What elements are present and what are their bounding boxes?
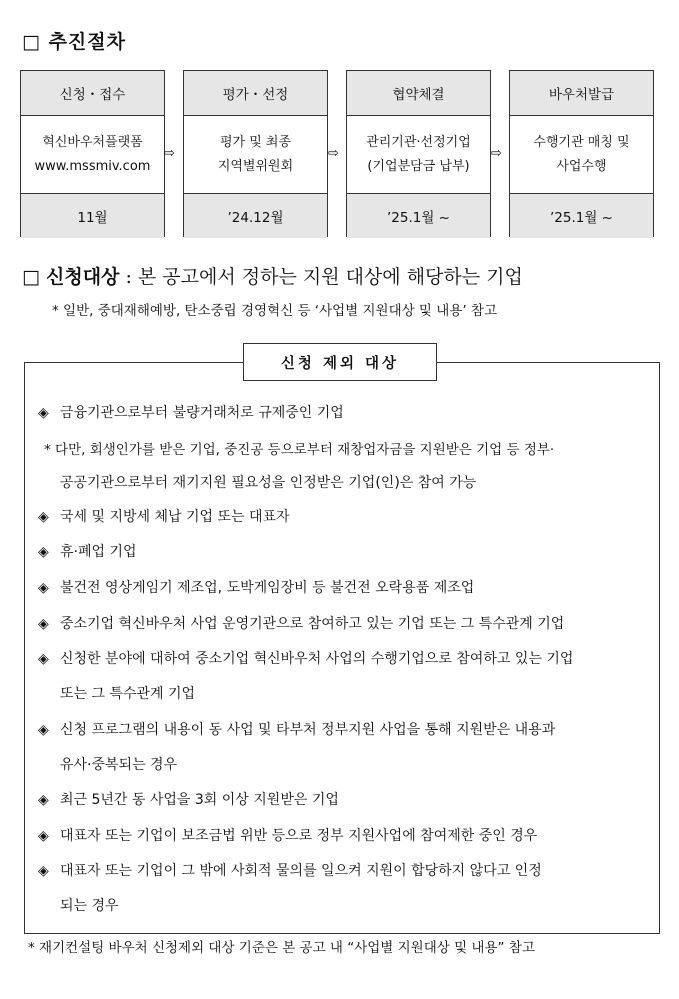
step-body-line: 수행기관 매칭 및 xyxy=(533,134,630,150)
diamond-bullet-icon: ◈ xyxy=(38,580,49,596)
exclusion-item xyxy=(38,719,555,739)
exclusion-item xyxy=(38,577,474,597)
step-head: 바우처발급 xyxy=(510,71,653,116)
diamond-bullet-icon: ◈ xyxy=(38,863,49,879)
exclusion-item-text: 최근 5년간 동 사업을 3회 이상 지원받은 기업 xyxy=(60,792,339,808)
step-date: ’25.1월 ~ xyxy=(510,193,653,238)
exclusion-item-cont: 또는 그 특수관계 기업 xyxy=(60,686,196,702)
diamond-bullet-icon: ◈ xyxy=(38,616,49,632)
diamond-bullet-icon: ◈ xyxy=(38,828,49,844)
step-body-line: 관리기관·선정기업 xyxy=(366,134,471,150)
step-date: ’24.12월 xyxy=(184,193,327,238)
diamond-bullet-icon: ◈ xyxy=(38,405,49,421)
exclusion-item xyxy=(38,541,137,561)
right-arrow-icon: ⇨ xyxy=(491,146,502,161)
step-body-line: (기업분담금 납부) xyxy=(367,158,470,174)
eligibility-keyword: 신청대상 xyxy=(46,266,120,288)
square-bullet-icon: □ xyxy=(22,31,41,53)
step-body-line: 혁신바우처플랫폼 xyxy=(42,134,143,150)
exclusion-title: 신청 제외 대상 xyxy=(243,343,437,381)
step-box-voucher-issue xyxy=(509,70,654,237)
step-body-line: 사업수행 xyxy=(556,158,607,174)
step-body xyxy=(510,116,653,193)
exclusion-subnote-cont: 공공기관으로부터 재기지원 필요성을 인정받은 기업(인)은 참여 가능 xyxy=(60,475,477,491)
exclusion-item-cont: 유사·중복되는 경우 xyxy=(60,757,178,773)
step-head: 신청・접수 xyxy=(21,71,164,116)
exclusion-item-text: 금융기관으로부터 불량거래처로 규제중인 기업 xyxy=(60,405,344,421)
section-title-procedure xyxy=(22,27,126,54)
exclusion-item-text: 중소기업 혁신바우처 사업 운영기관으로 참여하고 있는 기업 또는 그 특수관계 기업 xyxy=(60,616,565,632)
eligibility-text: : 본 공고에서 정하는 지원 대상에 해당하는 기업 xyxy=(119,266,523,288)
right-arrow-icon: ⇨ xyxy=(328,146,339,161)
diamond-bullet-icon: ◈ xyxy=(38,544,49,560)
exclusion-item xyxy=(38,506,290,526)
exclusion-item-text: 휴·폐업 기업 xyxy=(60,544,137,560)
step-body xyxy=(184,116,327,193)
step-date: 11월 xyxy=(21,193,164,238)
exclusion-item-text: 대표자 또는 기업이 그 밖에 사회적 물의를 일으켜 지원이 합당하지 않다고 인정 xyxy=(60,863,542,879)
step-box-application xyxy=(20,70,165,237)
step-head: 협약체결 xyxy=(347,71,490,116)
exclusion-subnote: * 다만, 회생인가를 받은 기업, 중진공 등으로부터 재창업자금을 지원받은 기업 등 정부· xyxy=(44,442,555,458)
diamond-bullet-icon: ◈ xyxy=(38,792,49,808)
exclusion-item-text: 신청한 분야에 대하여 중소기업 혁신바우처 사업의 수행기업으로 참여하고 있는 기업 xyxy=(60,651,574,667)
diamond-bullet-icon: ◈ xyxy=(38,509,49,525)
right-arrow-icon: ⇨ xyxy=(164,146,175,161)
step-head: 평가・선정 xyxy=(184,71,327,116)
exclusion-item xyxy=(38,613,564,633)
exclusion-item xyxy=(38,825,537,845)
square-bullet-icon: □ xyxy=(22,266,40,288)
eligibility-note: * 일반, 중대재해예방, 탄소중립 경영혁신 등 ‘사업별 지원대상 및 내용’ 참고 xyxy=(52,303,498,319)
exclusion-item xyxy=(38,402,344,422)
step-body-line: 지역별위원회 xyxy=(217,158,294,174)
exclusion-item-text: 국세 및 지방세 체납 기업 또는 대표자 xyxy=(60,509,290,525)
footnote: * 재기컨설팅 바우처 신청제외 대상 기준은 본 공고 내 “사업별 지원대상 및 내용” 참고 xyxy=(28,940,535,956)
step-box-evaluation xyxy=(183,70,328,237)
exclusion-item-cont: 되는 경우 xyxy=(60,898,119,914)
step-body xyxy=(347,116,490,193)
step-body xyxy=(21,116,164,193)
exclusion-item xyxy=(38,648,573,668)
exclusion-item xyxy=(38,789,339,809)
exclusion-item xyxy=(38,860,542,880)
step-body-line: 평가 및 최종 xyxy=(219,134,292,150)
step-box-agreement xyxy=(346,70,491,237)
diamond-bullet-icon: ◈ xyxy=(38,722,49,738)
section-title-text: 추진절차 xyxy=(48,31,126,53)
exclusion-item-text: 불건전 영상게임기 제조업, 도박게임장비 등 불건전 오락용품 제조업 xyxy=(60,580,475,596)
exclusion-item-text: 신청 프로그램의 내용이 동 사업 및 타부처 정부지원 사업을 통해 지원받은 내용과 xyxy=(60,722,556,738)
step-date: ’25.1월 ~ xyxy=(347,193,490,238)
diamond-bullet-icon: ◈ xyxy=(38,651,49,667)
step-body-line: www.mssmiv.com xyxy=(34,158,151,174)
section-eligibility xyxy=(22,262,523,289)
exclusion-item-text: 대표자 또는 기업이 보조금법 위반 등으로 정부 지원사업에 참여제한 중인 경우 xyxy=(60,828,538,844)
